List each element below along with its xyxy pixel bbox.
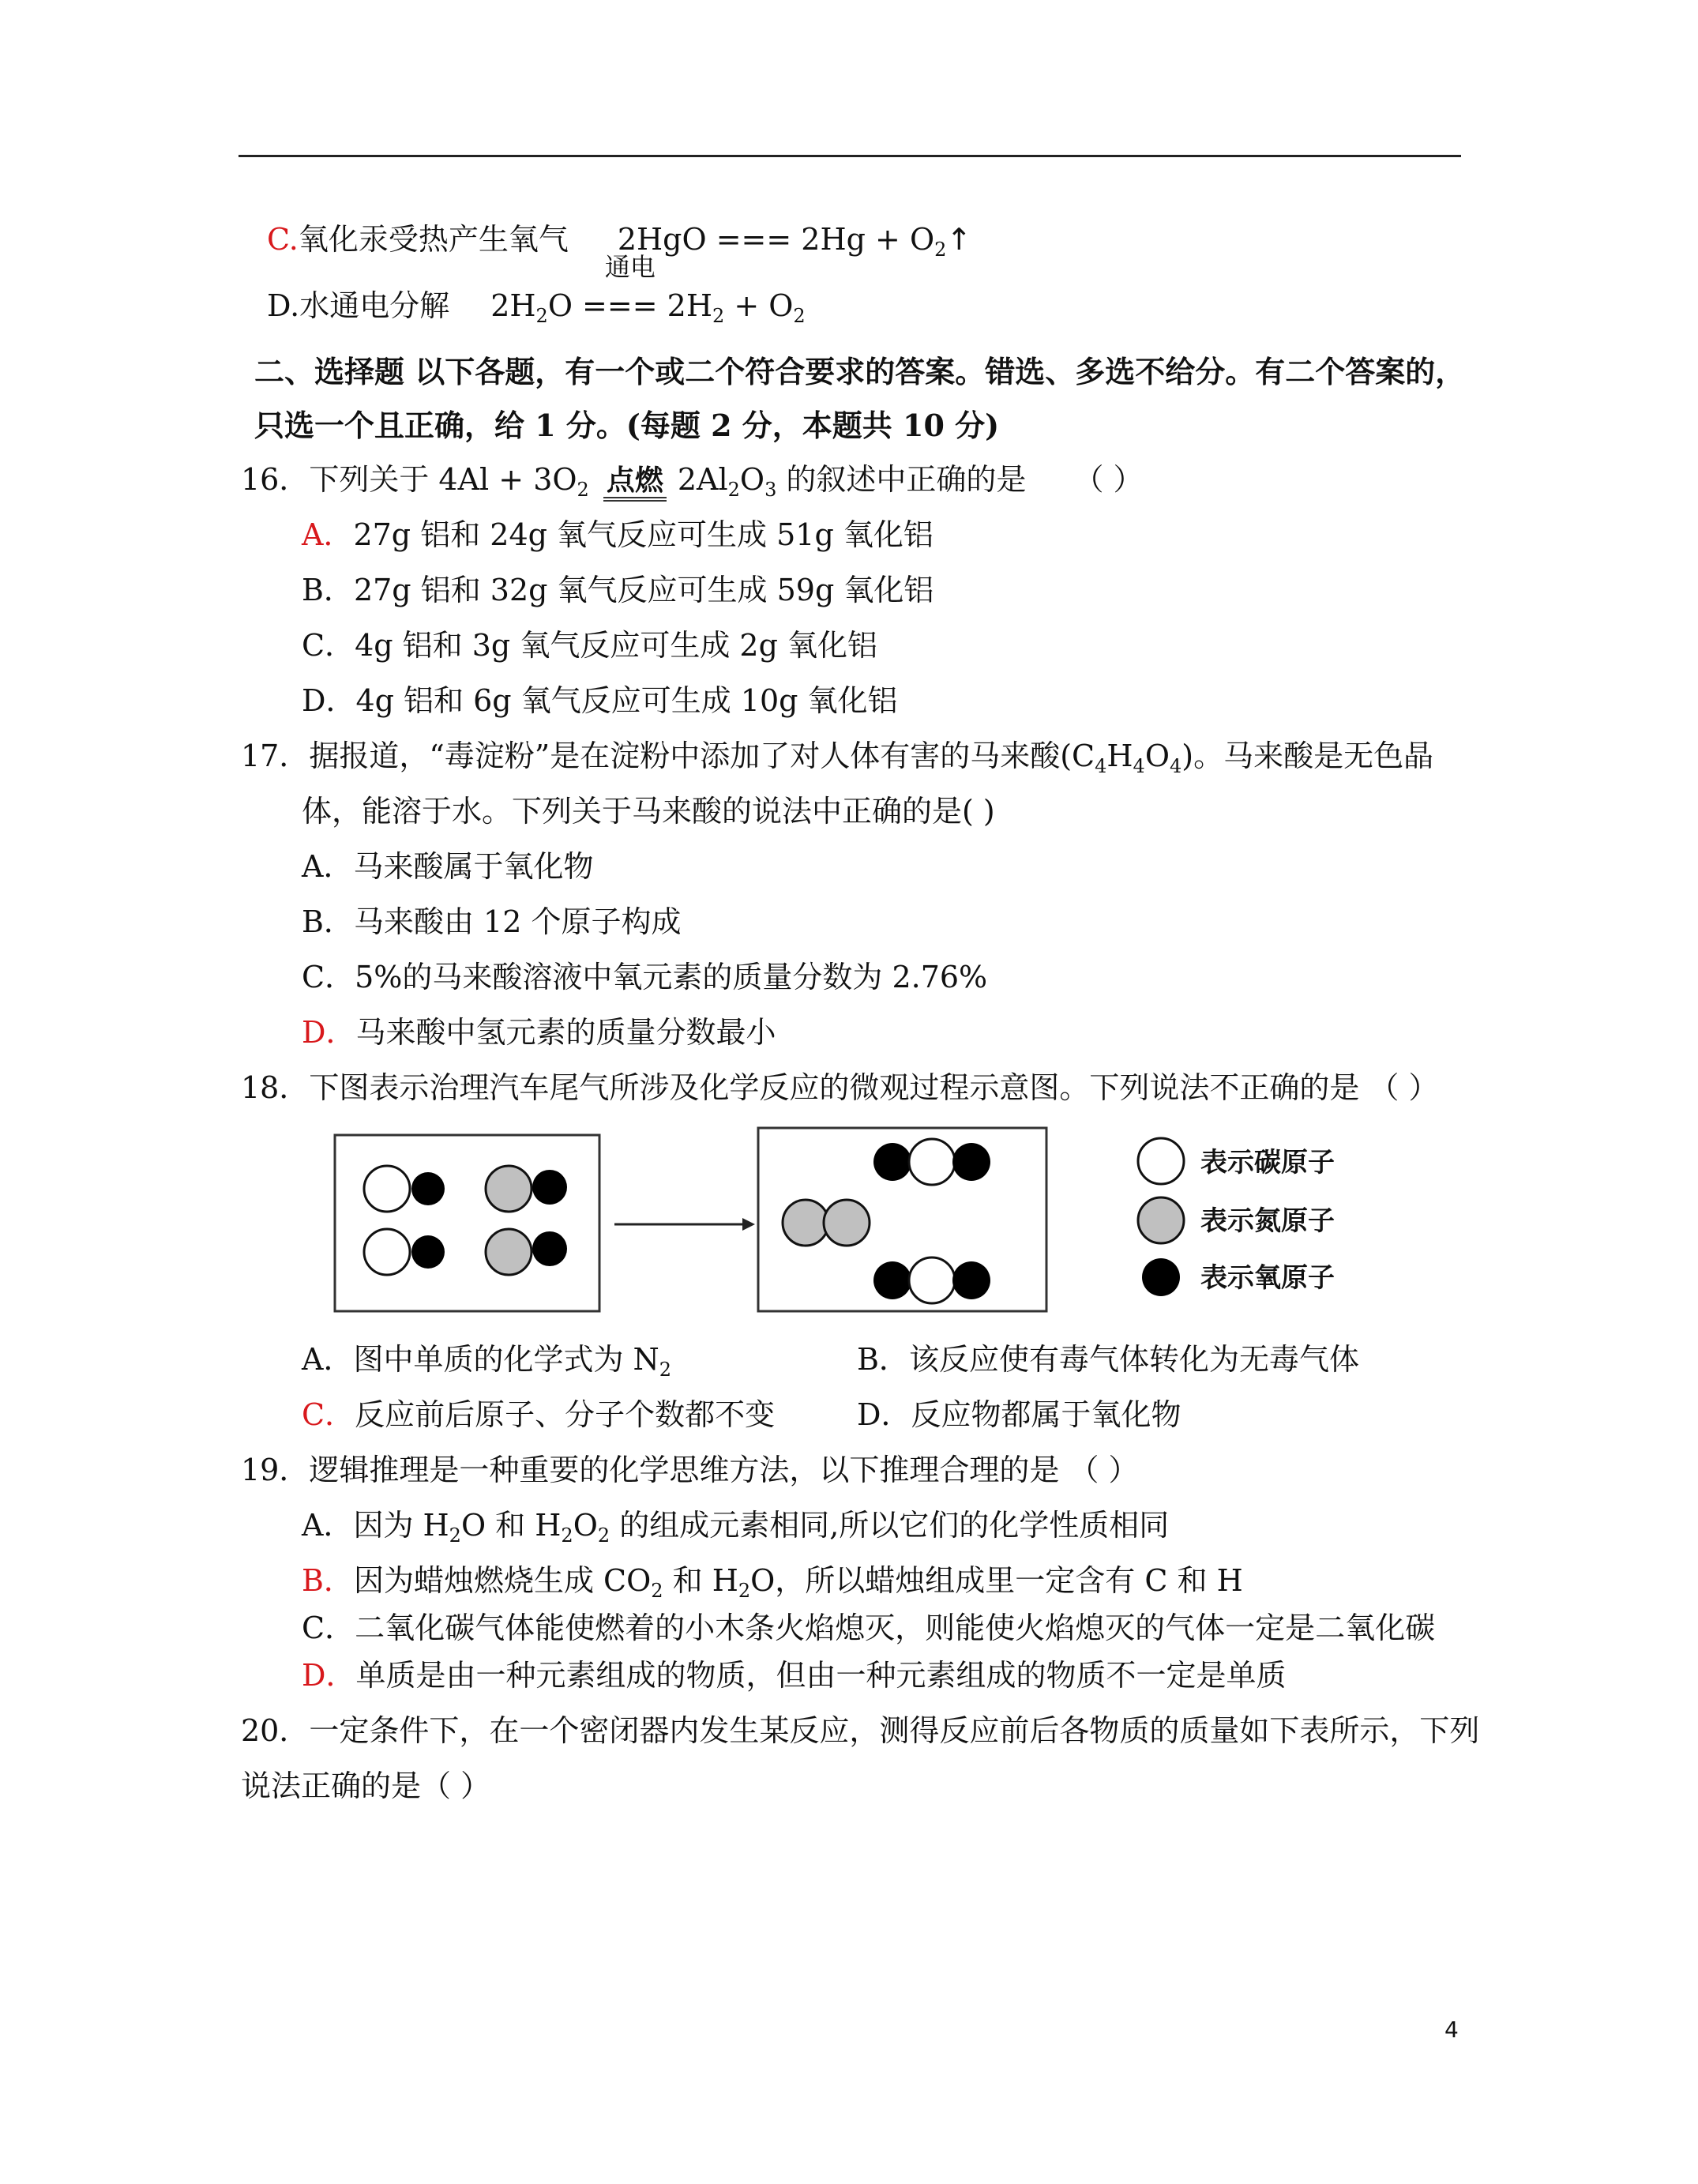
oxygen-atom (411, 1235, 445, 1269)
legend-nitrogen-icon (1138, 1197, 1184, 1243)
nitrogen-atom (783, 1200, 828, 1246)
nitrogen-atom (824, 1200, 870, 1246)
reactants-box (335, 1135, 599, 1311)
legend-carbon-icon (1138, 1138, 1184, 1184)
q19-option-c: C．二氧化碳气体能使燃着的小木条火焰熄灭，则能使火焰熄灭的气体一定是二氧化碳 (302, 1611, 1436, 1645)
equation: 2HgO === $2Hg + O_2↑$ (617, 222, 972, 261)
option-letter: C. (267, 222, 299, 257)
option-letter: D. (267, 288, 300, 323)
q17-stem-line2: 体，能溶于水。下列关于马来酸的说法中正确的是( ) (302, 794, 995, 829)
oxygen-atom (952, 1261, 990, 1299)
arrow-head (742, 1218, 755, 1231)
answer-blank: （ ） (1073, 462, 1144, 497)
q19-option-d: D．单质是由一种元素组成的物质，但由一种元素组成的物质不一定是单质 (302, 1658, 1287, 1693)
q16-option-d: D．4g 铝和 6g 氧气反应可生成 10g 氧化铝 (302, 683, 898, 718)
oxygen-atom (873, 1143, 911, 1181)
q16-option-a: A．27g 铝和 24g 氧气反应可生成 51g 氧化铝 (302, 517, 934, 552)
q20-stem-line2: 说法正确的是（ ） (241, 1769, 491, 1803)
q17-option-b: B．马来酸由 12 个原子构成 (302, 904, 682, 939)
oxygen-atom (411, 1172, 445, 1205)
q18-option-d: D．反应物都属于氧化物 (857, 1397, 1181, 1432)
header-rule (239, 155, 1461, 157)
q17-stem-line1: 17．据报道，“毒淀粉”是在淀粉中添加了对人体有害的马来酸$(C_4H_4O_4)$。马来酸是无色晶 (241, 739, 1434, 777)
q17-option-c: C．5%的马来酸溶液中氧元素的质量分数为 2.76% (302, 960, 988, 994)
q19-option-a: A．因为 $H_2O$ 和 $H_2O_2$ 的组成元素相同,所以它们的化学性质相同 (302, 1508, 1170, 1547)
carbon-atom (364, 1229, 410, 1275)
option-text: 氧化汞受热产生氧气 (298, 222, 569, 257)
carbon-atom (909, 1257, 955, 1303)
q18-option-c: C．反应前后原子、分子个数都不变 (302, 1397, 776, 1432)
q17-option-d: D．马来酸中氢元素的质量分数最小 (302, 1015, 776, 1050)
equation: $2H_2$ 通电 O === $2H_2 + O_2$ (490, 252, 806, 327)
reaction-condition: 通电 (604, 252, 656, 282)
nitrogen-atom (486, 1229, 532, 1275)
q20-stem-line1: 20．一定条件下，在一个密闭器内发生某反应，测得反应前后各物质的质量如下表所示，下列 (241, 1713, 1480, 1748)
option-text: 水通电分解 (299, 288, 450, 323)
q18-option-a: A．图中单质的化学式为 $N_2$ (302, 1342, 672, 1381)
q16-stem: 16．下列关于 $4Al + 3O_2$ 点燃 $2Al_2O_3$ 的叙述中正确的是 （ ） (241, 462, 1144, 501)
carbon-atom (909, 1139, 955, 1185)
q18-stem: 18．下图表示治理汽车尾气所涉及化学反应的微观过程示意图。下列说法不正确的是 （ ） (241, 1070, 1439, 1105)
oxygen-atom (952, 1143, 990, 1181)
legend-nitrogen-label: 表示氮原子 (1200, 1205, 1335, 1237)
q16-option-b: B．27g 铝和 32g 氧气反应可生成 59g 氧化铝 (302, 573, 934, 607)
ignition-condition: 点燃 (603, 465, 667, 502)
q18-option-b: B．该反应使有毒气体转化为无毒气体 (857, 1342, 1359, 1377)
oxygen-atom (873, 1261, 911, 1299)
legend-oxygen-label: 表示氧原子 (1200, 1262, 1335, 1294)
section-heading-line1: 二、选择题 以下各题，有一个或二个符合要求的答案。错选、多选不给分。有二个答案的， (254, 354, 1466, 389)
carbon-atom (364, 1166, 410, 1212)
page-number: 4 (1444, 2017, 1459, 2043)
section-heading-line2: 只选一个且正确，给 1 分。(每题 2 分，本题共 10 分) (254, 408, 1000, 443)
q17-option-a: A．马来酸属于氧化物 (302, 849, 594, 884)
q19-option-b: B．因为蜡烛燃烧生成 $CO_2$ 和 $H_2O$，所以蜡烛组成里一定含有 C 和 H (302, 1563, 1243, 1602)
legend-oxygen-icon (1142, 1258, 1180, 1296)
oxygen-atom (532, 1170, 567, 1205)
oxygen-atom (532, 1231, 567, 1266)
reaction-diagram (332, 1126, 1366, 1323)
nitrogen-atom (486, 1166, 532, 1212)
prev-option-d (267, 252, 806, 327)
q19-stem: 19．逻辑推理是一种重要的化学思维方法，以下推理合理的是 （ ） (241, 1453, 1139, 1487)
legend-carbon-label: 表示碳原子 (1200, 1147, 1335, 1178)
q16-option-c: C．4g 铝和 3g 氧气反应可生成 2g 氧化铝 (302, 628, 877, 663)
